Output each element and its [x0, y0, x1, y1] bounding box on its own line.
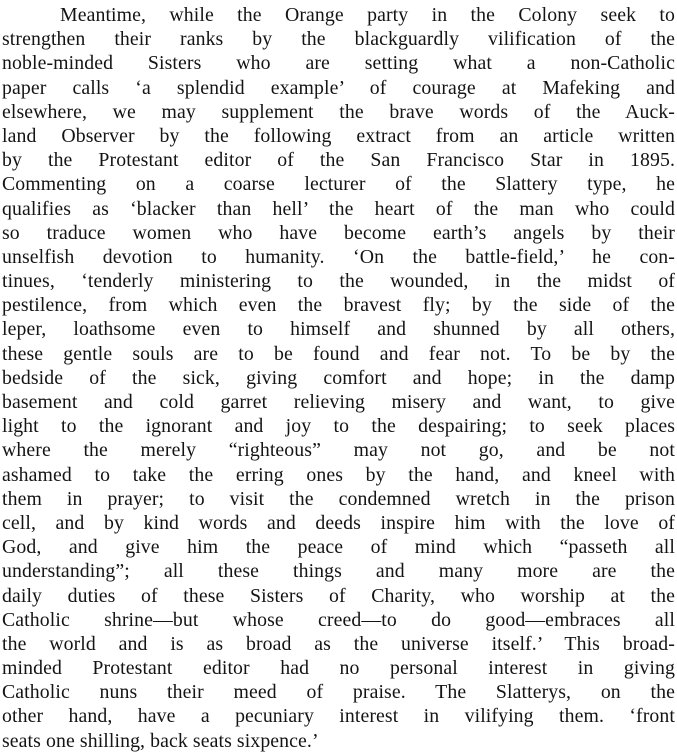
text-line: minded Protestant editor had no personal interest in giving: [2, 657, 675, 680]
text-line: light to the ignorant and joy to the despairing; to seek places: [2, 415, 675, 438]
text-line: noble-minded Sisters who are setting what a non-Catholic: [2, 52, 675, 75]
text-line: unselfish devotion to humanity. ‘On the battle-field,’ he con-: [2, 245, 675, 268]
text-line: paper calls ‘a splendid example’ of courage at Mafeking and: [2, 76, 675, 99]
text-line: seats one shilling, back seats sixpence.’: [2, 729, 319, 752]
text-line: by the Protestant editor of the San Francisco Star in 1895.: [2, 149, 675, 172]
text-line: Commenting on a coarse lecturer of the Slattery type, he: [2, 173, 675, 196]
text-line: the world and is as broad as the universe itself.’ This broad-: [2, 632, 675, 655]
text-line: where the merely “righteous” may not go, and be not: [2, 439, 675, 462]
text-line: cell, and by kind words and deeds inspire him with the love of: [2, 511, 675, 534]
text-line: other hand, have a pecuniary interest in vilifying them. ‘front: [2, 705, 675, 728]
text-line: understanding”; all these things and many more are the: [2, 560, 675, 583]
text-line: elsewhere, we may supplement the brave words of the Auck-: [2, 100, 675, 123]
text-line: basement and cold garret relieving misery and want, to give: [2, 391, 675, 413]
text-line: leper, loathsome even to himself and shunned by all others,: [2, 318, 675, 341]
text-line: them in prayer; to visit the condemned wretch in the prison: [2, 487, 675, 510]
article-paragraph: [2, 3, 675, 753]
text-line: bedside of the sick, giving comfort and hope; in the damp: [2, 366, 675, 389]
text-line: qualifies as ‘blacker than hell’ the heart of the man who could: [2, 197, 675, 220]
text-line: Catholic shrine—but whose creed—to do good—embraces all: [2, 608, 675, 631]
text-line: God, and give him the peace of mind which “passeth all: [2, 536, 675, 559]
text-line: ashamed to take the erring ones by the hand, and kneel with: [2, 463, 675, 486]
text-line: tinues, ‘tenderly ministering to the wounded, in the midst of: [2, 270, 675, 293]
text-line: strengthen their ranks by the blackguardly vilification of the: [2, 28, 675, 51]
text-line: land Observer by the following extract from an article written: [2, 124, 675, 147]
text-line: Meantime, while the Orange party in the Colony seek to: [60, 4, 675, 26]
text-line: Catholic nuns their meed of praise. The Slatterys, on the: [2, 681, 675, 704]
text-line: these gentle souls are to be found and fear not. To be by the: [2, 342, 675, 365]
text-line: so traduce women who have become earth’s angels by their: [2, 221, 675, 244]
text-line: pestilence, from which even the bravest fly; by the side of the: [2, 294, 675, 317]
text-line: daily duties of these Sisters of Charity, who worship at the: [2, 584, 675, 607]
